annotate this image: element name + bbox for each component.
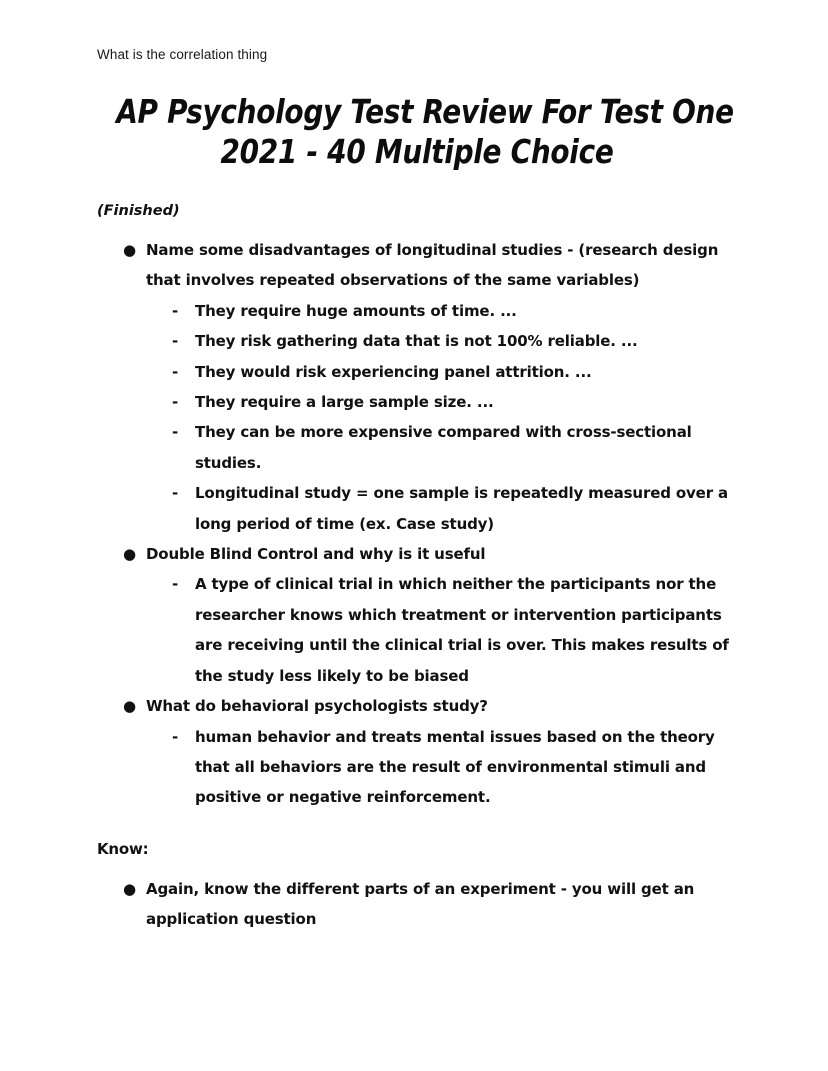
bullet-marker-icon: ● xyxy=(123,545,136,564)
list-item xyxy=(97,235,737,539)
list-item-text: Double Blind Control and why is it useful xyxy=(146,545,486,564)
list-item-text: They can be more expensive compared with cross-sectional studies. xyxy=(195,423,692,472)
page-title-line-1: AP Psychology Test Review For Test One xyxy=(116,92,734,131)
sub-bullet-list xyxy=(146,722,737,813)
page-title xyxy=(116,92,734,172)
list-item xyxy=(146,569,737,691)
document-body xyxy=(97,92,737,935)
list-item xyxy=(146,478,737,539)
list-item-text: They would risk experiencing panel attrition. ... xyxy=(195,362,592,381)
section-heading-know: Know: xyxy=(97,839,149,858)
list-item xyxy=(97,539,737,691)
list-item-text: A type of clinical trial in which neither the participants nor the researcher knows which treatment or intervention participants are receiving until the clinical trial is over. This makes results of the study less likely to be biased xyxy=(195,575,729,685)
list-item xyxy=(97,691,737,813)
dash-marker-icon: - xyxy=(172,423,179,442)
list-item xyxy=(97,874,737,935)
bullet-marker-icon: ● xyxy=(123,879,136,898)
sub-bullet-list xyxy=(146,569,737,691)
list-item-text: human behavior and treats mental issues based on the theory that all behaviors are the result of environmental stimuli and positive or negative reinforcement. xyxy=(195,727,715,807)
list-item-text: Again, know the different parts of an experiment - you will get an application question xyxy=(146,879,695,929)
dash-marker-icon: - xyxy=(172,332,179,351)
page-title-line-2: 2021 - 40 Multiple Choice xyxy=(220,132,614,171)
list-item-text: They require a large sample size. ... xyxy=(195,393,494,412)
dash-marker-icon: - xyxy=(172,301,179,320)
dash-marker-icon: - xyxy=(172,362,179,381)
list-item xyxy=(146,326,737,356)
bullet-marker-icon: ● xyxy=(123,241,136,259)
list-item-text: They risk gathering data that is not 100% reliable. ... xyxy=(195,332,638,351)
know-bullet-list xyxy=(97,874,737,935)
list-item xyxy=(146,387,737,417)
list-item-text: What do behavioral psychologists study? xyxy=(146,697,488,716)
list-item-text: Longitudinal study = one sample is repeatedly measured over a long period of time (ex. Case study) xyxy=(195,484,728,533)
list-item xyxy=(146,296,737,326)
bullet-marker-icon: ● xyxy=(123,697,136,716)
dash-marker-icon: - xyxy=(172,575,179,594)
main-bullet-list xyxy=(97,235,737,813)
list-item xyxy=(146,417,737,478)
dash-marker-icon: - xyxy=(172,484,179,503)
list-item xyxy=(146,722,737,813)
dash-marker-icon: - xyxy=(172,393,179,412)
sub-bullet-list xyxy=(146,296,737,539)
status-label: (Finished) xyxy=(97,203,180,219)
list-item-text: They require huge amounts of time. ... xyxy=(195,301,517,320)
running-header: What is the correlation thing xyxy=(97,47,268,62)
list-item-text: Name some disadvantages of longitudinal studies - (research design that involves repeated observations of the same variables) xyxy=(146,241,719,290)
dash-marker-icon: - xyxy=(172,727,179,746)
list-item xyxy=(146,357,737,387)
